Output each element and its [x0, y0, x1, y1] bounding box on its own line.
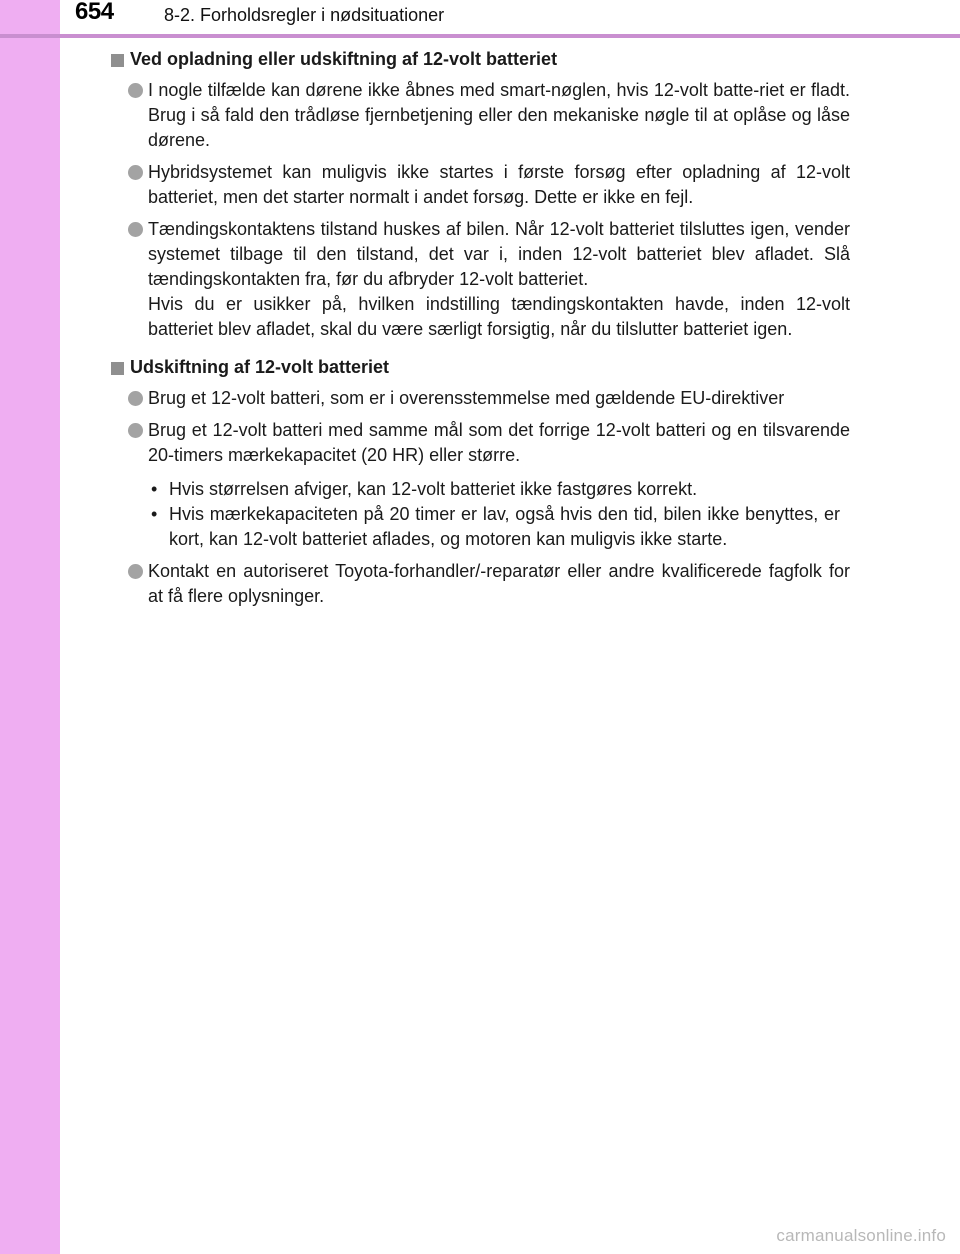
- main-content: [110, 47, 850, 616]
- circle-bullet-icon: [128, 165, 143, 180]
- page-sidebar-tab: [0, 0, 60, 1254]
- list-item: [110, 559, 850, 609]
- circle-bullet-icon: [128, 564, 143, 579]
- section-heading-text: Udskiftning af 12-volt batteriet: [130, 357, 390, 377]
- sub-list-item: [148, 477, 840, 502]
- circle-bullet-icon: [128, 423, 143, 438]
- paragraph: Hvis du er usikker på, hvilken indstilling tændingskontakten havde, inden 12-volt batteriet blev afladet, skal du være særligt forsigtig, når du tilslutter batteriet igen.: [148, 294, 850, 339]
- list-item: [110, 160, 850, 210]
- paragraph: I nogle tilfælde kan dørene ikke åbnes med smart-nøglen, hvis 12-volt batte-riet er fladt. Brug i så fald den trådløse fjernbetjening eller den mekaniske nøgle til at oplåse og låse dørene.: [148, 80, 850, 150]
- sub-list: [148, 477, 850, 552]
- bullet-dot-icon: •: [151, 479, 158, 499]
- list-item: [110, 78, 850, 153]
- square-bullet-icon: [111, 54, 124, 67]
- header-divider: [0, 34, 960, 38]
- watermark-logo: carmanualsonline.info: [776, 1226, 946, 1245]
- square-bullet-icon: [111, 362, 124, 375]
- sub-list-item: [148, 502, 840, 552]
- page-number: 654: [75, 0, 114, 25]
- paragraph: Kontakt en autoriseret Toyota-forhandler/-reparatør eller andre kvalificerede fagfolk for at få flere oplysninger.: [148, 561, 850, 606]
- bullet-dot-icon: •: [151, 504, 158, 524]
- paragraph: Brug et 12-volt batteri, som er i overensstemmelse med gældende EU-direktiver: [148, 388, 785, 408]
- paragraph: Brug et 12-volt batteri med samme mål som det forrige 12-volt batteri og en tilsvarende 20-timers mærkekapacitet (20 HR) eller større.: [148, 420, 850, 465]
- section-heading: [110, 355, 850, 380]
- circle-bullet-icon: [128, 222, 143, 237]
- section-heading: [110, 47, 850, 72]
- circle-bullet-icon: [128, 83, 143, 98]
- paragraph: Tændingskontaktens tilstand huskes af bilen. Når 12-volt batteriet tilsluttes igen, vender systemet tilbage til den tilstand, det var i, inden 12-volt batteriet blev afladet. Slå tændingskontakten fra, før du afbryder 12-volt batteriet.: [148, 219, 850, 289]
- paragraph: Hybridsystemet kan muligvis ikke startes i første forsøg efter opladning af 12-volt batteriet, men det starter normalt i andet forsøg. Dette er ikke en fejl.: [148, 162, 850, 207]
- list-item: [110, 386, 850, 411]
- section-charging: [110, 47, 850, 342]
- sub-list-text: Hvis mærkekapaciteten på 20 timer er lav, også hvis den tid, bilen ikke benyttes, er kort, kan 12-volt batteriet aflades, og motoren kan muligvis ikke starte.: [169, 504, 840, 549]
- section-replacement: [110, 355, 850, 609]
- chapter-title: 8-2. Forholdsregler i nødsituationer: [164, 5, 445, 25]
- sub-list-text: Hvis størrelsen afviger, kan 12-volt batteriet ikke fastgøres korrekt.: [169, 479, 698, 499]
- list-item: [110, 418, 850, 552]
- section-heading-text: Ved opladning eller udskiftning af 12-volt batteriet: [130, 49, 558, 69]
- list-item: [110, 217, 850, 342]
- circle-bullet-icon: [128, 391, 143, 406]
